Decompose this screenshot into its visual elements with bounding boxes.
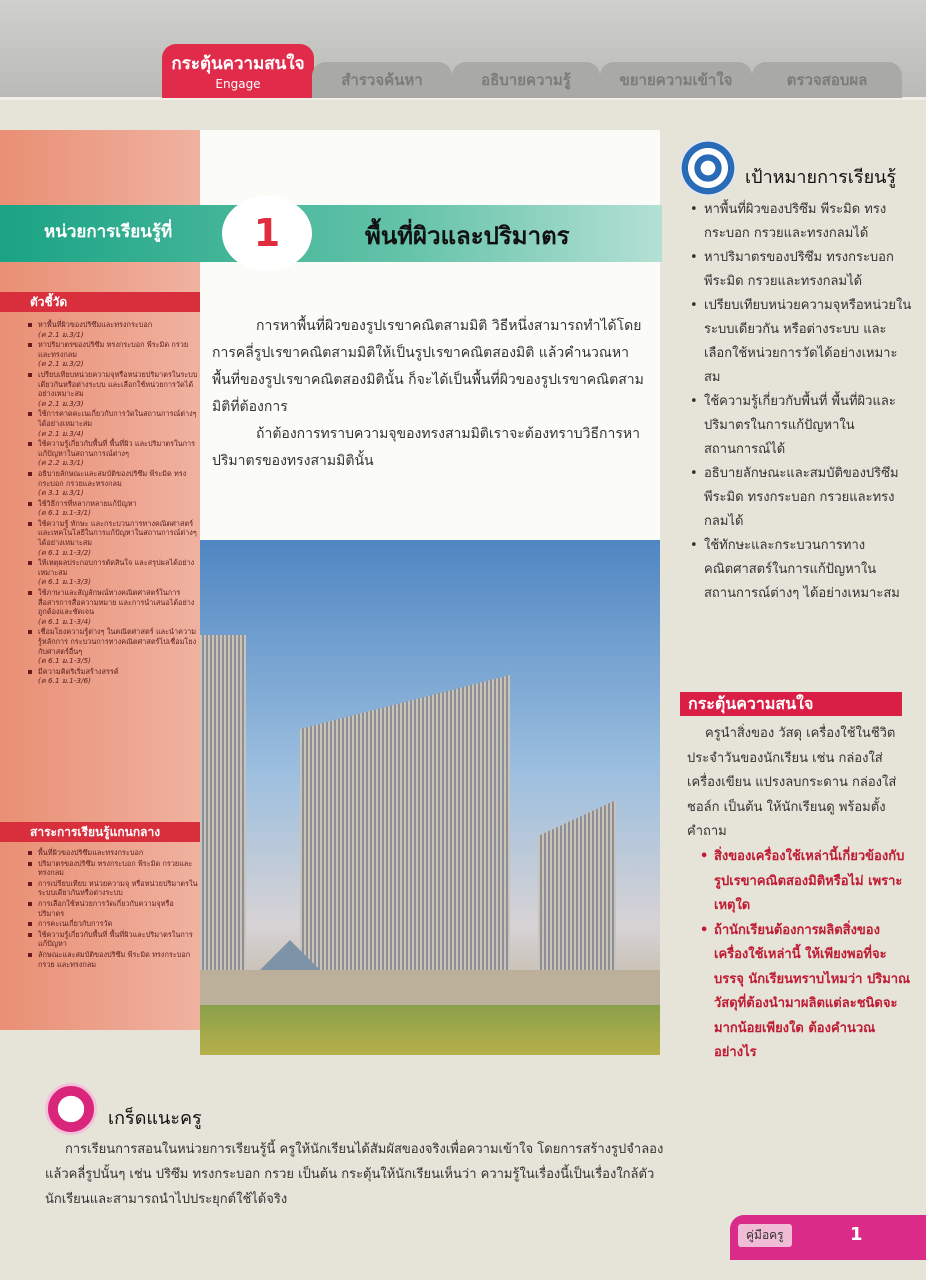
page-number: 1 xyxy=(850,1224,863,1245)
indicator-code: (ค 6.1 ม.1-3/1) xyxy=(38,508,91,518)
teacher-tip-text: การเรียนการสอนในหน่วยการเรียนรู้นี้ ครูให้นักเรียนได้สัมผัสของจริงเพื่อความเข้าใจ โดยการสร้างรูปจำลองแล้วคลี่รูปนั้นๆ เช่น ปริซึม ทรงกระบอก กรวย เป็นต้น กระตุ้นให้นักเรียนเห็นว่า ความรู้ในเรื่องนี้เป็นเรื่องใกล้ตัวนักเรียนและสามารถนำไปประยุกต์ใช้ได้จริง xyxy=(45,1142,664,1207)
indicator-code: (ค 2.1 ม.3/4) xyxy=(38,428,84,438)
indicator-item xyxy=(26,558,198,587)
intro-paragraph: ถ้าต้องการทราบความจุของทรงสามมิติเราจะต้องทราบวิธีการหาปริมาตรของทรงสามมิตินั้น xyxy=(212,426,640,469)
core-item: การเลือกใช้หน่วยการวัดเกี่ยวกับความจุหรือปริมาตร xyxy=(26,899,198,918)
core-content-list xyxy=(26,848,198,970)
indicator-item xyxy=(26,667,198,686)
tab-elaborate[interactable]: ขยายความเข้าใจ xyxy=(600,62,752,98)
engage-question: • ถ้านักเรียนต้องการผลิตสิ่งของเครื่องใช้เหล่านี้ ให้เพียงพอที่จะบรรจุ นักเรียนทราบไหมว่า ปริมาณวัสดุที่ต้องนำมาผลิตแต่ละชนิดจะมากน้อยเพียงใด ต้องคำนวณอย่างไร xyxy=(700,919,912,1066)
tab-explore[interactable]: สำรวจค้นหา xyxy=(312,62,452,98)
footer-label: คู่มือครู xyxy=(738,1224,792,1247)
goal-item: • อธิบายลักษณะและสมบัติของปริซึม พีระมิด ทรงกระบอก กรวยและทรงกลมได้ xyxy=(690,462,912,534)
building xyxy=(300,675,510,975)
indicator-text: ใช้การคาดคะเนเกี่ยวกับการวัดในสถานการณ์ต่างๆ ได้อย่างเหมาะสม xyxy=(38,409,197,428)
indicator-item xyxy=(26,499,198,518)
lawn xyxy=(200,1005,660,1055)
goal-item: • ใช้ความรู้เกี่ยวกับพื้นที่ พื้นที่ผิวและปริมาตรในการแก้ปัญหาในสถานการณ์ได้ xyxy=(690,390,912,462)
indicator-text: เชื่อมโยงความรู้ต่างๆ ในคณิตศาสตร์ และนำความรู้หลักการ กระบวนการทางคณิตศาสตร์ไปเชื่อมโยงกับศาสตร์อื่นๆ xyxy=(38,627,197,656)
indicator-text: ใช้ภาษาและสัญลักษณ์ทางคณิตศาสตร์ในการสื่อสารการสื่อความหมาย และการนำเสนอได้อย่างถูกต้องและชัดเจน xyxy=(38,588,195,617)
engage-heading: กระตุ้นความสนใจ xyxy=(680,692,902,716)
indicator-text: ใช้ความรู้ ทักษะ และกระบวนการทางคณิตศาสตร์และเทคโนโลยีในการแก้ปัญหาในสถานการณ์ต่างๆ ได้อย่างเหมาะสม xyxy=(38,518,197,548)
podium xyxy=(200,970,660,1005)
indicator-code: (ค 2.1 ม.3/1) xyxy=(38,329,84,339)
indicator-item xyxy=(26,588,198,626)
indicators-list xyxy=(26,320,198,687)
tab-engage[interactable] xyxy=(162,44,314,98)
core-item: พื้นที่ผิวของปริซึมและทรงกระบอก xyxy=(26,848,198,858)
indicator-item xyxy=(26,469,198,498)
intro-text xyxy=(212,313,652,475)
indicator-code: (ค 6.1 ม.1-3/3) xyxy=(38,577,91,587)
indicator-code: (ค 6.1 ม.1-3/4) xyxy=(38,616,91,626)
engage-questions xyxy=(700,845,912,1066)
core-item: ใช้ความรู้เกี่ยวกับพื้นที่ พื้นที่ผิวและปริมาตรในการแก้ปัญหา xyxy=(26,930,198,949)
tab-evaluate[interactable]: ตรวจสอบผล xyxy=(752,62,902,98)
building-photo xyxy=(200,540,660,1055)
building xyxy=(200,635,246,975)
goals-list xyxy=(690,198,912,606)
teacher-tip-icon xyxy=(45,1083,97,1135)
unit-label: หน่วยการเรียนรู้ที่ xyxy=(44,222,173,242)
unit-title: พื้นที่ผิวและปริมาตร xyxy=(365,222,570,250)
indicator-text: ใช้ความรู้เกี่ยวกับพื้นที่ พื้นที่ผิว และปริมาตรในการแก้ปัญหาในสถานการณ์ต่างๆ xyxy=(38,439,196,458)
indicator-item xyxy=(26,340,198,369)
engage-text: ครูนำสิ่งของ วัสดุ เครื่องใช้ในชีวิตประจำวันของนักเรียน เช่น กล่องใส่เครื่องเขียน แปรงลบกระดาน กล่องใส่ชอล์ก เป็นต้น ให้นักเรียนดู พร้อมตั้งคำถาม xyxy=(687,726,897,839)
indicator-text: หาพื้นที่ผิวของปริซึมและทรงกระบอก xyxy=(38,320,153,329)
goals-heading: เป้าหมายการเรียนรู้ xyxy=(745,167,897,188)
indicator-code: (ค 2.2 ม.3/1) xyxy=(38,458,84,468)
indicator-item xyxy=(26,370,198,408)
indicator-text: เปรียบเทียบหน่วยความจุหรือหน่วยปริมาตรในระบบเดียวกันหรือต่างระบบ และเลือกใช้หน่วยการวัดได้อย่างเหมาะสม xyxy=(38,369,198,399)
target-icon xyxy=(680,140,736,196)
indicator-item xyxy=(26,627,198,665)
engage-question: • สิ่งของเครื่องใช้เหล่านี้เกี่ยวข้องกับรูปเรขาคณิตสองมิติหรือไม่ เพราะเหตุใด xyxy=(700,845,912,919)
indicator-text: ใช้วิธีการที่หลากหลายแก้ปัญหา xyxy=(38,498,137,508)
core-content-heading: สาระการเรียนรู้แกนกลาง xyxy=(0,822,200,842)
building xyxy=(538,800,616,980)
indicator-code: (ค 2.1 ม.3/3) xyxy=(38,398,84,408)
indicator-code: (ค 3.1 ม.3/1) xyxy=(38,488,84,498)
indicator-item xyxy=(26,320,198,339)
goal-item: • ใช้ทักษะและกระบวนการทางคณิตศาสตร์ในการแก้ปัญหาในสถานการณ์ต่างๆ ได้อย่างเหมาะสม xyxy=(690,534,912,606)
goal-item: • หาพื้นที่ผิวของปริซึม พีระมิด ทรงกระบอก กรวยและทรงกลมได้ xyxy=(690,198,912,246)
goal-item: • เปรียบเทียบหน่วยความจุหรือหน่วยในระบบเดียวกัน หรือต่างระบบ และเลือกใช้หน่วยการวัดได้อย่างเหมาะสม xyxy=(690,294,912,390)
teacher-tip-heading: เกร็ดแนะครู xyxy=(108,1108,202,1129)
tab-explain[interactable]: อธิบายความรู้ xyxy=(452,62,600,98)
indicator-code: (ค 6.1 ม.1-3/5) xyxy=(38,656,91,666)
indicator-text: อธิบายลักษณะและสมบัติของปริซึม พีระมิด ทรงกระบอก กรวยและทรงกลม xyxy=(38,468,187,488)
indicator-code: (ค 6.1 ม.1-3/6) xyxy=(38,676,91,686)
intro-paragraph: การหาพื้นที่ผิวของรูปเรขาคณิตสามมิติ วิธีหนึ่งสามารถทำได้โดยการคลี่รูปเรขาคณิตสามมิติให้เป็นรูปเรขาคณิตสองมิติ แล้วคำนวณหาพื้นที่ของรูปเรขาคณิตสองมิตินั้น ก็จะได้เป็นพื้นที่ผิวของรูปเรขาคณิตสามมิติที่ต้องการ xyxy=(212,318,644,415)
tab-label: กระตุ้นความสนใจ xyxy=(171,54,305,74)
indicator-text: มีความคิดริเริ่มสร้างสรรค์ xyxy=(38,666,119,676)
goal-item: • หาปริมาตรของปริซึม ทรงกระบอก พีระมิด กรวยและทรงกลมได้ xyxy=(690,246,912,294)
indicator-item xyxy=(26,519,198,557)
indicators-heading: ตัวชี้วัด xyxy=(0,292,200,312)
tab-sublabel: Engage xyxy=(215,77,261,91)
indicator-item xyxy=(26,409,198,438)
core-item: ลักษณะและสมบัติของปริซึม พีระมิด ทรงกระบอก กรวย และทรงกลม xyxy=(26,950,198,969)
core-item: การเปรียบเทียบ หน่วยความจุ หรือหน่วยปริมาตรในระบบเดียวกันหรือต่างระบบ xyxy=(26,879,198,898)
indicator-item xyxy=(26,439,198,468)
indicator-code: (ค 6.1 ม.1-3/2) xyxy=(38,547,91,557)
core-item: ปริมาตรของปริซึม ทรงกระบอก พีระมิด กรวยและทรงกลม xyxy=(26,859,198,878)
indicator-code: (ค 2.1 ม.3/2) xyxy=(38,359,84,369)
indicator-text: หาปริมาตรของปริซึม ทรงกระบอก พีระมิด กรวย และทรงกลม xyxy=(38,340,189,359)
unit-number: 1 xyxy=(222,196,312,271)
indicator-text: ให้เหตุผลประกอบการตัดสินใจ และสรุปผลได้อย่างเหมาะสม xyxy=(38,558,195,577)
core-item: การคะเนเกี่ยวกับการวัด xyxy=(26,919,198,929)
